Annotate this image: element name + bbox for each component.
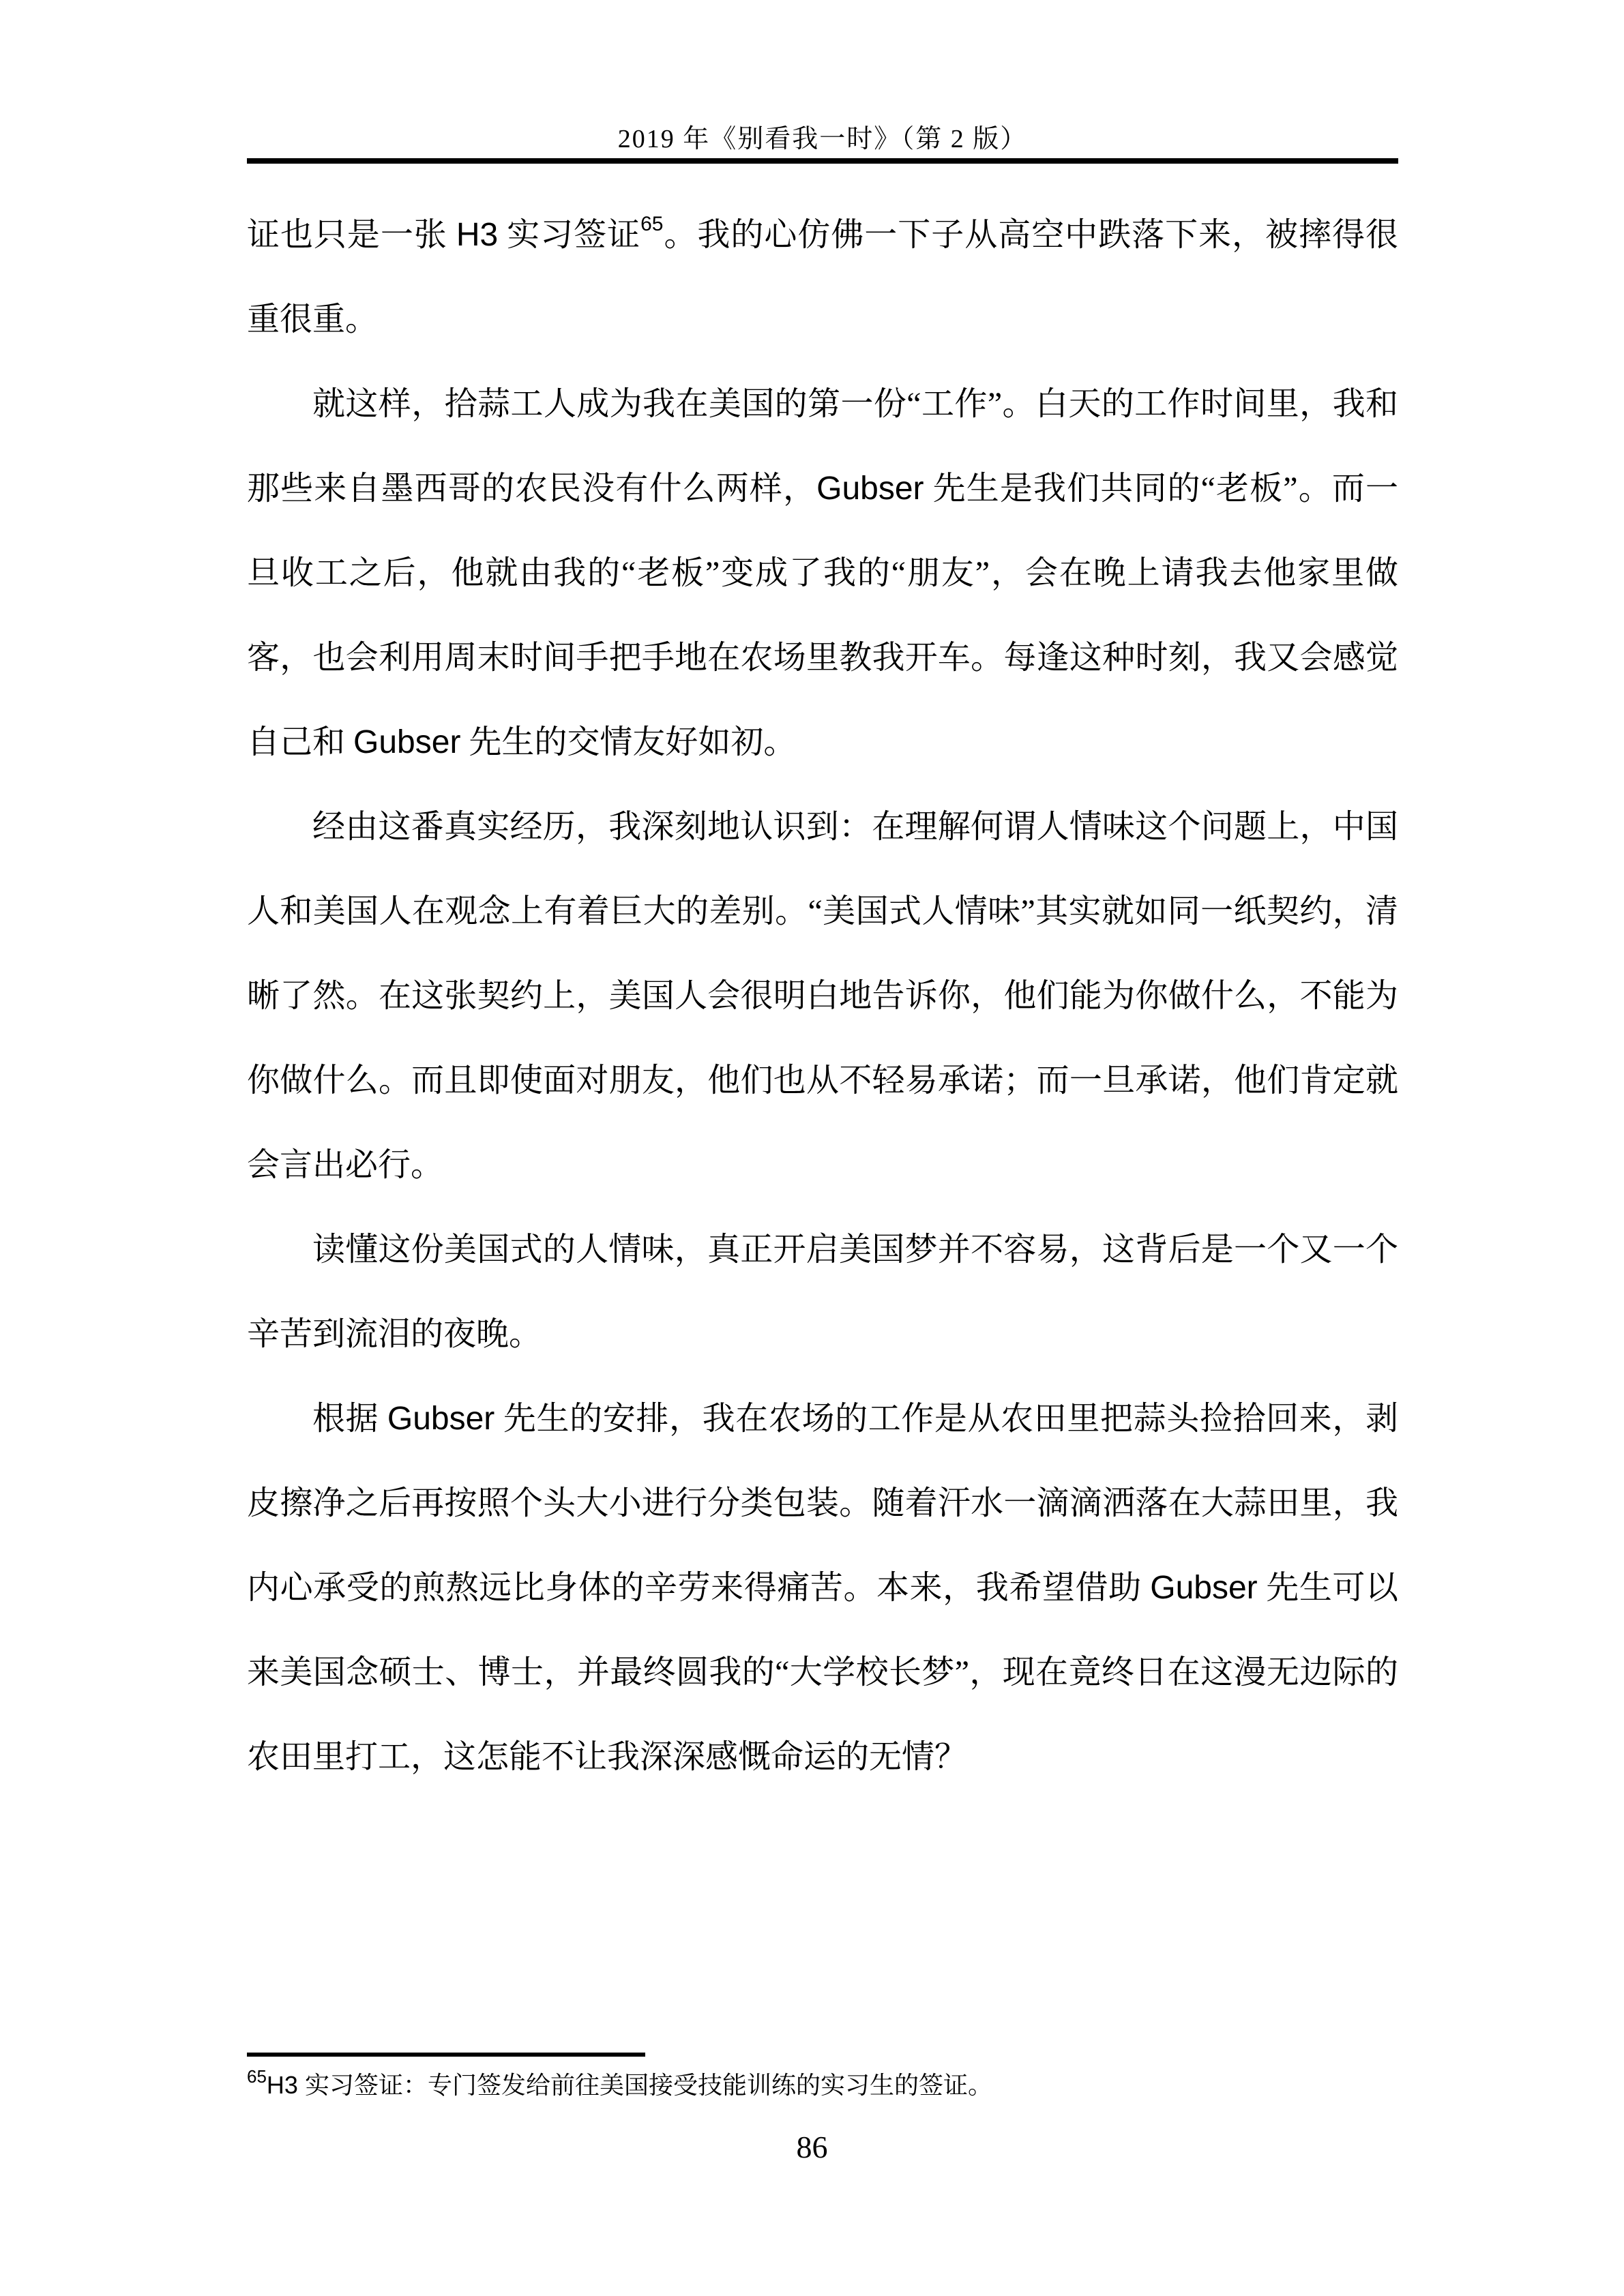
paragraph [247, 193, 1398, 362]
cjk-text-run: 证也只是一张 [247, 217, 456, 253]
cjk-text-run: 就这样，拾蒜工人成为我在美国的第一份“工作”。白天的工作时间里，我和那些来自墨西哥的农民没有什么两样， [247, 386, 1398, 507]
paragraph [247, 1208, 1398, 1377]
cjk-text-run: 先生是我们共同的“老板”。而一旦收工之后，他就由我的“老板”变成了我的“朋友”，会在晚上请我去他家里做客，也会利用周末时间手把手地在农场里教我开车。每逢这种时刻，我又会感觉自己和 [247, 471, 1398, 760]
latin-text-run: Gubser [816, 471, 924, 507]
cjk-text-run: 实习签证：专门签发给前往美国接受技能训练的实习生的签证。 [304, 2072, 992, 2099]
cjk-text-run: 经由这番真实经历，我深刻地认识到：在理解何谓人情味这个问题上，中国人和美国人在观念上有着巨大的差别。“美国式人情味”其实就如同一纸契约，清晰了然。在这张契约上，美国人会很明白地告诉你，他们能为你做什么，不能为你做什么。而且即使面对朋友，他们也从不轻易承诺；而一旦承诺，他们肯定就会言出必行。 [247, 809, 1398, 1183]
latin-text-run: H3 [266, 2071, 305, 2099]
footnote [247, 2068, 1398, 2103]
cjk-text-run: 先生的安排，我在农场的工作是从农田里把蒜头捡拾回来，剥皮擦净之后再按照个头大小进行分类包装。随着汗水一滴滴洒落在大蒜田里，我内心承受的煎熬远比身体的辛劳来得痛苦。本来，我希望借助 [247, 1401, 1398, 1606]
footnote-marker: 65 [247, 2066, 267, 2087]
paragraph [247, 785, 1398, 1208]
footnote-reference: 65 [640, 213, 664, 235]
cjk-text-run: 先生可以来美国念硕士、博士，并最终圆我的“大学校长梦”，现在竟终日在这漫无边际的农田里打工，这怎能不让我深深感慨命运的无情？ [247, 1570, 1398, 1775]
latin-text-run: Gubser [387, 1401, 495, 1437]
latin-text-run: Gubser [1150, 1570, 1258, 1606]
cjk-text-run: 。我的心仿佛一下子从高空中跌落下来，被摔得很重很重。 [247, 217, 1398, 338]
header-divider [247, 158, 1398, 164]
footnote-separator [247, 2053, 645, 2057]
page-header-title: 2019 年《别看我一时》（第 2 版） [617, 125, 1028, 153]
paragraph [247, 1377, 1398, 1800]
footnote-body [267, 2072, 992, 2099]
latin-text-run: Gubser [353, 724, 461, 760]
page-number: 86 [796, 2130, 828, 2164]
body-text [247, 193, 1398, 1800]
cjk-text-run: 实习签证 [498, 217, 641, 253]
cjk-text-run: 根据 [312, 1401, 387, 1437]
cjk-text-run: 读懂这份美国式的人情味，真正开启美国梦并不容易，这背后是一个又一个辛苦到流泪的夜晚。 [247, 1232, 1398, 1352]
paragraph [247, 362, 1398, 785]
latin-text-run: H3 [456, 217, 499, 253]
cjk-text-run: 先生的交情友好如初。 [460, 724, 797, 760]
